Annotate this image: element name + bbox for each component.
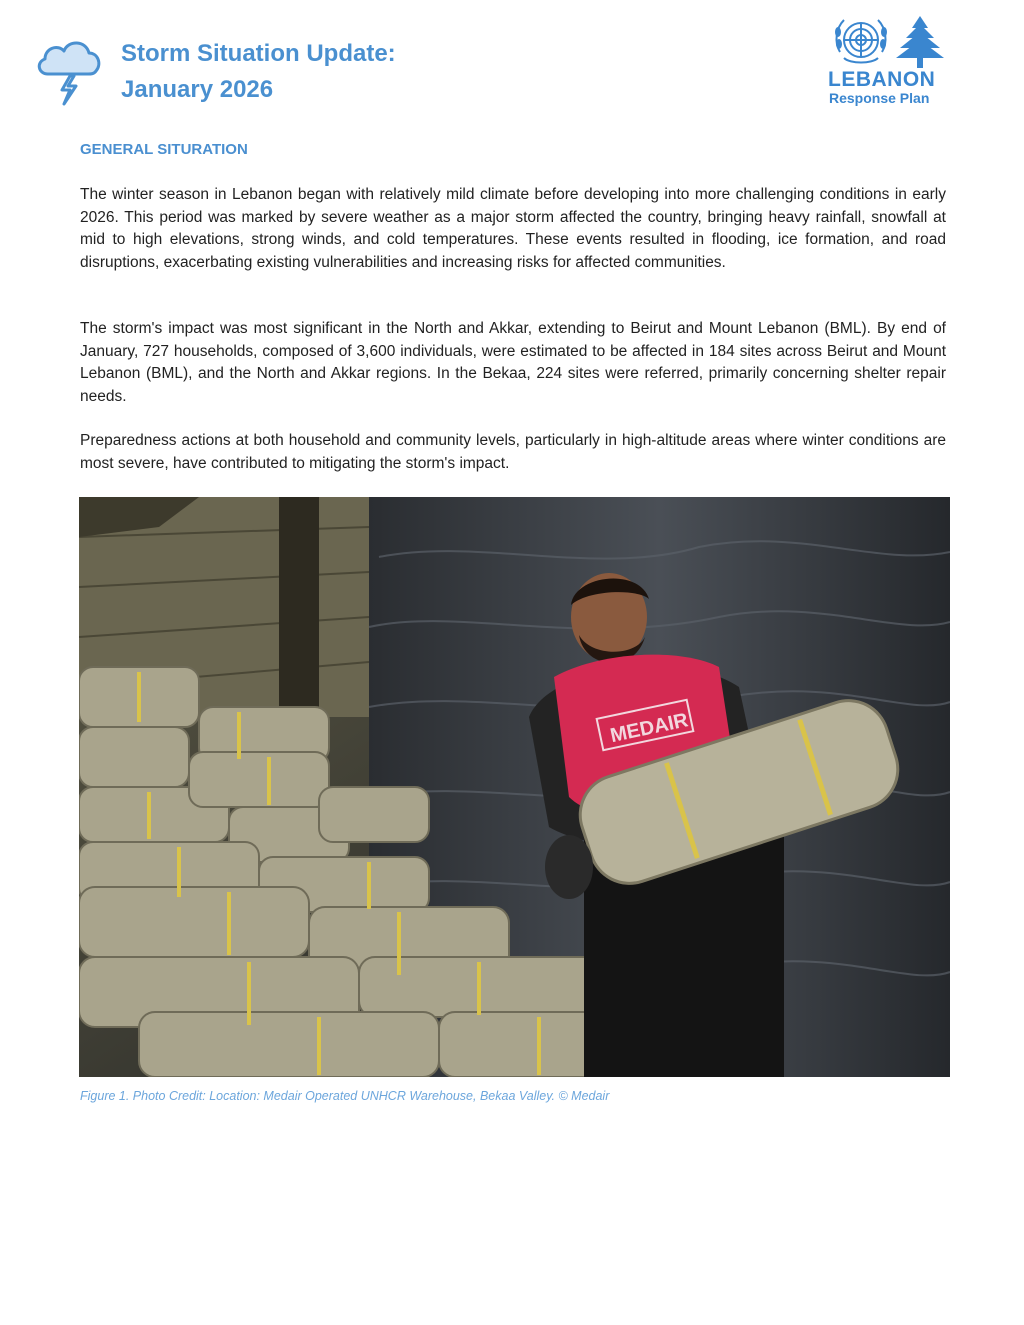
- cloud-lightning-icon: [34, 34, 102, 106]
- logo-name: LEBANON: [828, 68, 936, 91]
- un-emblem-icon: [830, 14, 892, 70]
- svg-text:MEDAIR: MEDAIR: [608, 709, 691, 748]
- warehouse-photo: [79, 497, 950, 1077]
- page-subtitle: January 2026: [121, 76, 274, 103]
- lebanon-response-plan-logo: [824, 14, 952, 110]
- paragraph: The winter season in Lebanon began with relatively mild climate before developing into more challenging conditions in early 2026. This period was marked by severe weather as a major storm affected the country, bringing heavy rainfall, snowfall at mid to high elevations, strong winds, and cold temperatures. These events resulted in flooding, ice formation, and road disruptions, exacerbating existing vulnerabilities and increasing risks for affected communities.: [80, 186, 946, 271]
- page-title: Storm Situation Update:: [121, 40, 396, 67]
- paragraph: Preparedness actions at both household and community levels, particularly in high-altitude areas where winter conditions are most severe, have contributed to mitigating the storm's impact.: [80, 432, 946, 472]
- figure-caption: Figure 1. Photo Credit: Location: Medair Operated UNHCR Warehouse, Bekaa Valley. © Medair: [80, 1089, 610, 1103]
- paragraph: The storm's impact was most significant in the North and Akkar, extending to Beirut and Mount Lebanon (BML). By end of January, 727 households, composed of 3,600 individuals, were estimated to be affected in 184 sites across Beirut and Mount Lebanon (BML), and the North and Akkar regions. In the Bekaa, 224 sites were referred, primarily concerning shelter repair needs.: [80, 320, 946, 405]
- logo-subtitle: Response Plan: [829, 90, 930, 106]
- section-heading: GENERAL SITURATION: [80, 141, 248, 158]
- cedar-tree-icon: [894, 14, 946, 70]
